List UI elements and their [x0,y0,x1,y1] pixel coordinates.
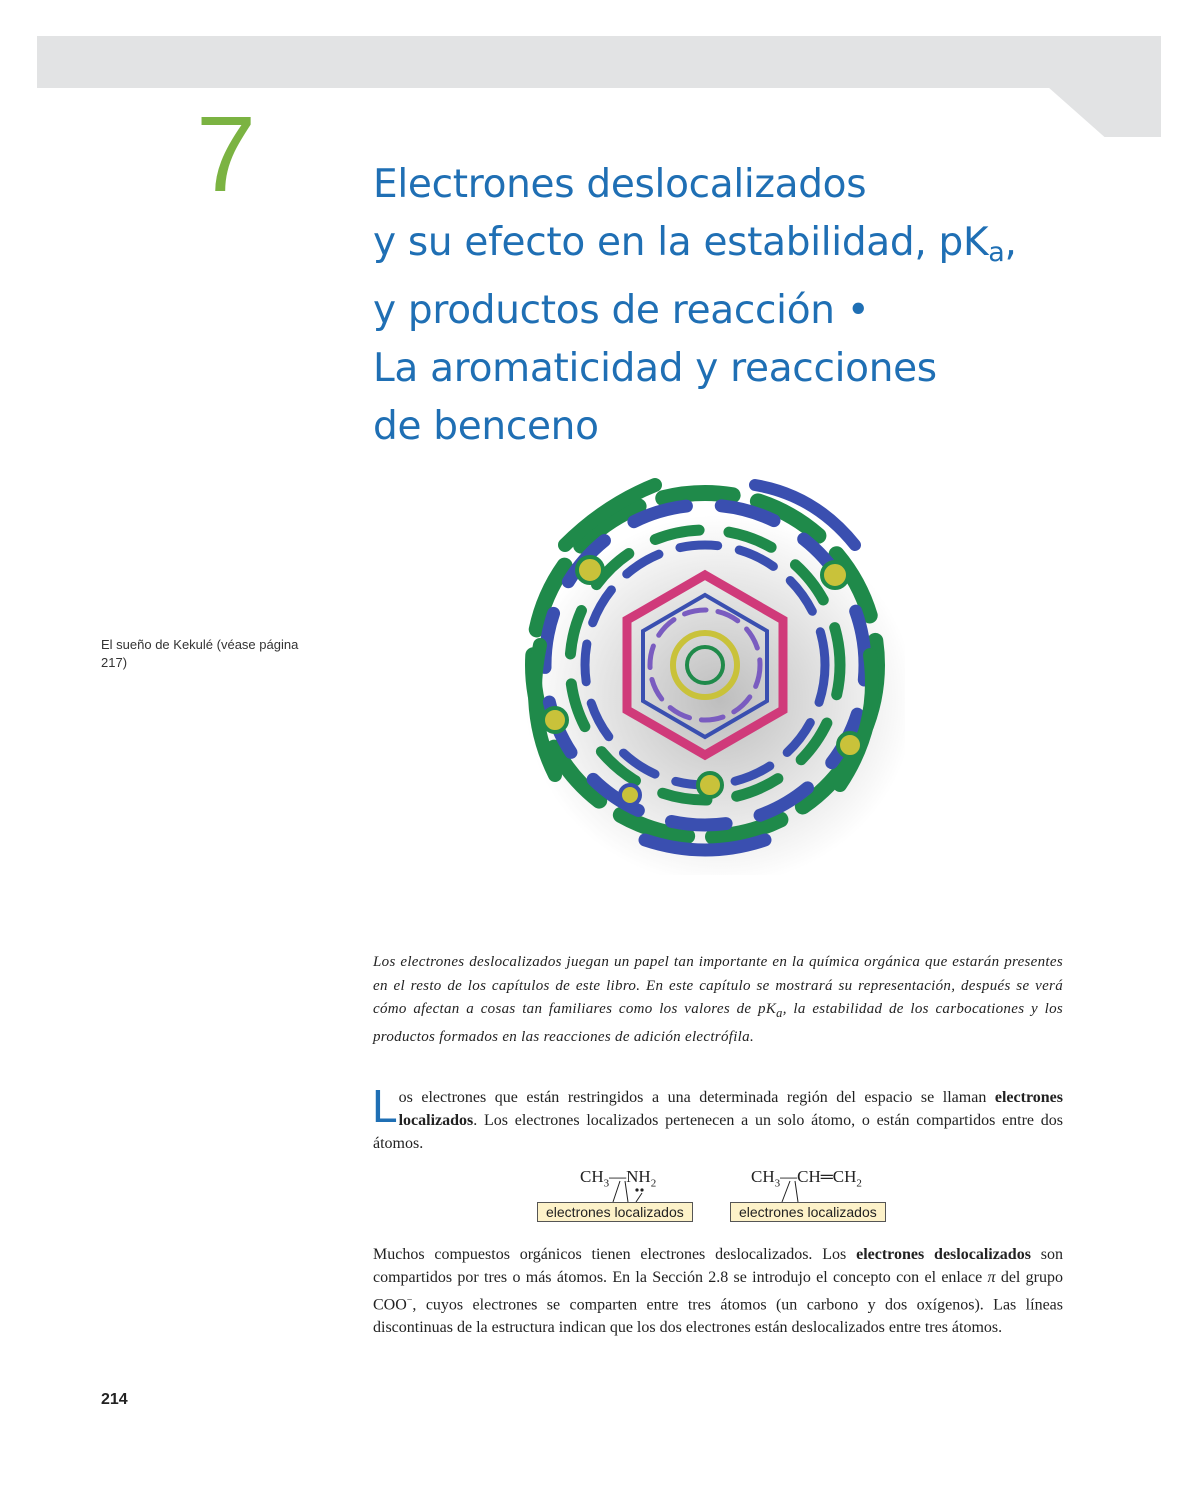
chapter-title [373,156,1113,456]
kekule-dream-illustration [505,455,905,875]
figure-caption: El sueño de Kekulé (véase página 217) [101,637,299,670]
propene-formula: $CH_3—CH═CH_2$ [751,1167,862,1190]
title-line-1: Electrones deslocalizados [373,162,867,207]
methylamine-formula: $CH_3—NH_2$ [580,1167,657,1190]
title-line-5: de benceno [373,404,599,449]
chapter-number: 7 [196,93,257,214]
chapter-intro: Los electrones deslocalizados juegan un papel tan importante en la química orgánica que estarán presentes en el resto de los capítulos de este libro. En este capítulo se mostrará su representación, después se verá cómo afectan a cosas tan familiares como los valores de $pK_a$, la estabilidad de los carbocationes y los productos formados en las reacciones de adición electrófila. [373,954,1064,1045]
title-line-2: y su efecto en la estabilidad, $pK_a$, [373,220,1017,268]
term-localized-electrons: electrones localizados [398,1089,1063,1129]
term-delocalized-electrons: electrones deslocalizados [856,1246,1031,1263]
dropcap: L [372,1080,398,1132]
localized-electrons-diagram [530,1167,910,1229]
title-line-4: La aromaticidad y reacciones [373,346,937,391]
paragraph-delocalized-electrons: Muchos compuestos orgánicos tienen electrones deslocalizados. Los electrones deslocalizados son compartidos por tres o más átomos. En la Sección 2.8 se introdujo el concepto con el enlace π del grupo COO−, cuyos electrones se comparten entre tres átomos (un carbono y dos oxígenos). Las líneas discontinuas de la estructura indican que los dos electrones están deslocalizados entre tres átomos. [373,1246,1064,1337]
header-band [37,36,1161,88]
header-tab [1048,87,1161,137]
label-localized-right: electrones localizados [730,1202,886,1222]
label-localized-left: electrones localizados [537,1202,693,1222]
title-line-3: y productos de reacción • [373,288,870,333]
paragraph-localized-electrons: Los electrones que están restringidos a una determinada región del espacio se llaman electrones localizados. Los electrones localizados pertenecen a un solo átomo, o están compartidos entre dos átomos. [372,1080,1063,1152]
page-number: 214 [101,1391,128,1408]
